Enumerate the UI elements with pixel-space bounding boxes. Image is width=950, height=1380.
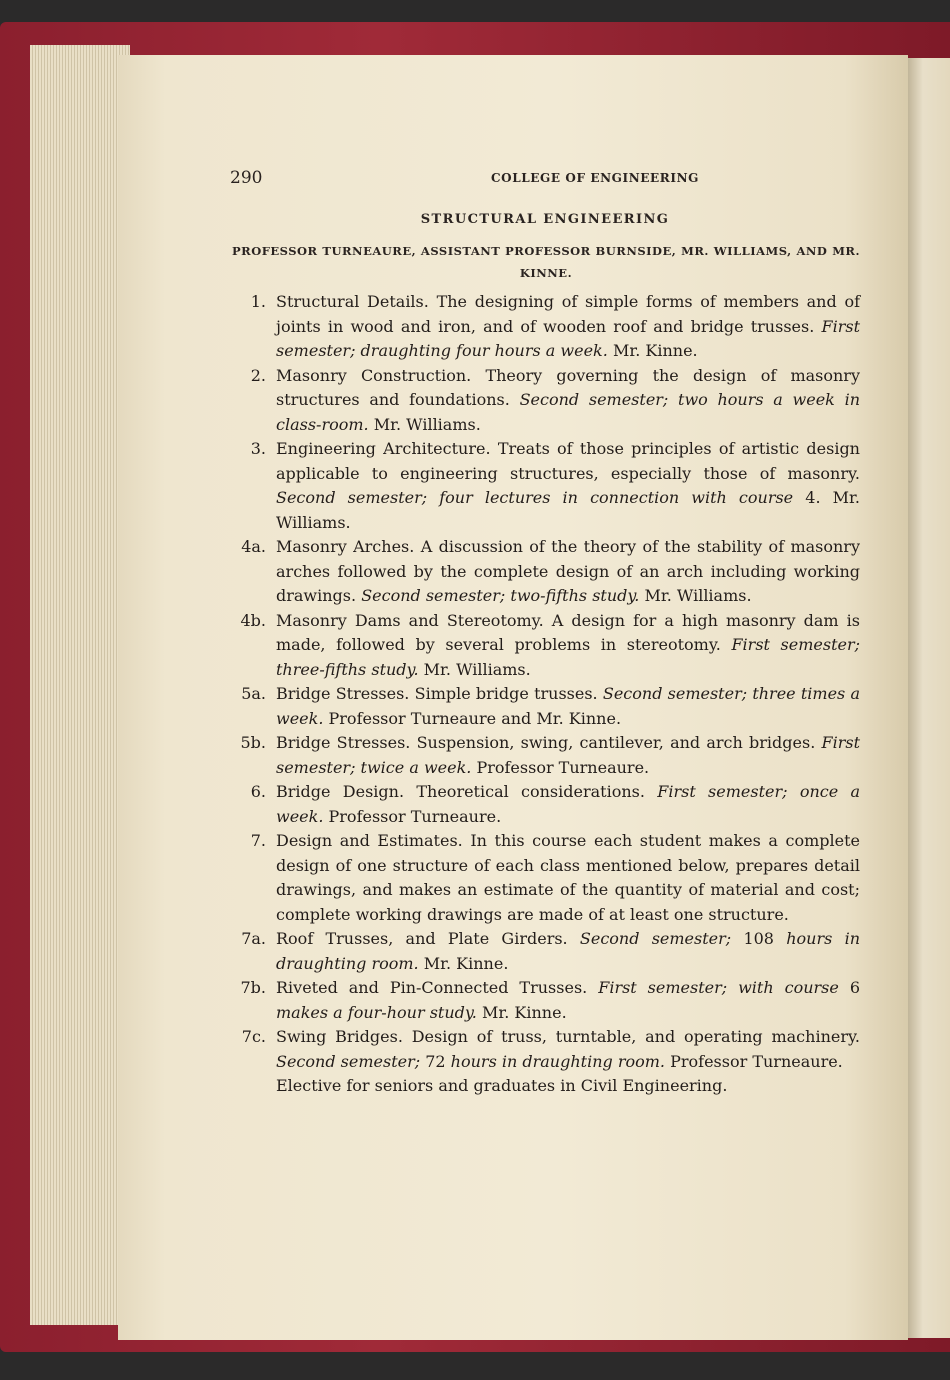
course-schedule: Second semester; four lectures in connection with course xyxy=(276,488,794,507)
elective-note: Elective for seniors and graduates in Civil Engineering. xyxy=(276,1076,728,1095)
course-description: Simple bridge trusses. xyxy=(414,684,598,703)
course-number: 5b. xyxy=(240,733,266,752)
course-description: Design of truss, turntable, and operating machinery. xyxy=(411,1027,860,1046)
page-edges xyxy=(30,45,130,1325)
course-title: Roof Trusses, and Plate Girders. xyxy=(276,929,568,948)
course-number: 2. xyxy=(250,365,266,385)
course-entry xyxy=(232,364,860,438)
course-entry xyxy=(232,829,860,927)
course-entry xyxy=(232,927,860,976)
course-instructor: Mr. Williams. xyxy=(644,586,752,605)
course-description: Theoretical considerations. xyxy=(416,782,645,801)
course-entry xyxy=(232,437,860,535)
course-entry xyxy=(232,290,860,364)
course-schedule: First semester; with course xyxy=(598,978,839,997)
page-header xyxy=(230,168,860,192)
course-entry xyxy=(232,780,860,829)
course-number: 7c. xyxy=(241,1027,266,1046)
facing-page-edge xyxy=(905,58,950,1338)
course-description: In this course each student makes a complete design of one structure of each class mentioned below, prepares detail drawings, and makes an estimate of the quantity of material and cost; complete working drawings are made of at least one structure. xyxy=(276,831,861,924)
course-instructor: Mr. Kinne. xyxy=(481,1002,567,1022)
section-title: STRUCTURAL ENGINEERING xyxy=(420,212,670,227)
course-number: 7a. xyxy=(241,929,266,948)
course-description: A discussion of the theory of the stability of masonry arches followed by the complete design of an arch including working drawings. xyxy=(276,537,860,605)
course-entry xyxy=(232,731,860,780)
course-title: Masonry Dams and Stereotomy. xyxy=(276,610,544,630)
course-instructor: Professor Turneaure. xyxy=(476,757,650,777)
course-title: Masonry Construction. xyxy=(276,365,472,385)
course-schedule-cont: hours in draughting room. xyxy=(276,929,861,973)
course-schedule-number: 72 xyxy=(425,1051,446,1071)
course-instructor: Professor Turneaure. xyxy=(670,1051,843,1071)
course-title: Design and Estimates. xyxy=(276,831,463,850)
course-schedule-cont: makes a four-hour study. xyxy=(276,1002,477,1022)
course-schedule: Second semester; three times a week. xyxy=(276,684,860,728)
course-title: Structural Details. xyxy=(276,292,429,311)
faculty-list: PROFESSOR TURNEAURE, ASSISTANT PROFESSOR BURNSIDE, MR. WILLIAMS, AND MR. KINNE. xyxy=(232,244,860,280)
course-schedule: First semester; draughting four hours a week. xyxy=(276,316,860,360)
course-schedule: Second semester; two hours a week in class-room. xyxy=(276,390,861,434)
course-schedule: Second semester; two-fifths study. xyxy=(361,586,640,605)
course-description: Treats of those principles of artistic design applicable to engineering structures, especially those of masonry. xyxy=(276,439,860,483)
course-number: 6. xyxy=(250,782,266,801)
course-number: 1. xyxy=(250,292,266,311)
course-description: Theory governing the design of masonry structures and foundations. xyxy=(276,365,860,409)
course-schedule-number: 4. xyxy=(805,488,821,507)
course-instructor: Professor Turneaure. xyxy=(328,806,502,826)
course-instructor: Mr. Williams. xyxy=(276,488,860,532)
course-number: 4b. xyxy=(240,610,266,630)
course-number: 7. xyxy=(250,831,266,850)
course-title: Bridge Stresses. xyxy=(276,684,410,703)
course-entry xyxy=(232,535,860,609)
course-entry xyxy=(232,682,860,731)
course-number: 5a. xyxy=(241,684,266,703)
course-description: A design for a high masonry dam is made, followed by several problems in stereotomy. xyxy=(276,610,861,654)
course-title: Swing Bridges. xyxy=(276,1027,403,1046)
course-list xyxy=(232,290,860,1099)
course-title: Engineering Architecture. xyxy=(276,439,491,458)
course-title: Masonry Arches. xyxy=(276,537,415,556)
course-schedule: First semester; three-fifths study. xyxy=(276,635,861,679)
page-number: 290 xyxy=(230,168,263,188)
course-schedule: Second semester; xyxy=(276,1051,421,1071)
course-schedule: First semester; twice a week. xyxy=(276,733,860,777)
course-title: Bridge Stresses. xyxy=(276,733,411,752)
course-instructor: Professor Turneaure and Mr. Kinne. xyxy=(328,708,622,728)
course-schedule-number: 108 xyxy=(743,929,774,948)
course-entry xyxy=(232,609,860,683)
course-schedule: First semester; once a week. xyxy=(276,782,861,826)
course-description: Suspension, swing, cantilever, and arch bridges. xyxy=(416,733,816,752)
course-entry xyxy=(232,976,860,1025)
course-entry xyxy=(232,1025,860,1074)
course-title: Riveted and Pin-Connected Trusses. xyxy=(276,978,588,997)
running-head: COLLEGE OF ENGINEERING xyxy=(491,171,699,185)
course-instructor: Mr. Williams. xyxy=(373,414,481,434)
course-instructor: Mr. Williams. xyxy=(423,659,531,679)
course-description: The designing of simple forms of members and of joints in wood and iron, and of wooden roof and bridge trusses. xyxy=(276,292,860,336)
course-schedule-cont: hours in draughting room. xyxy=(450,1051,665,1071)
course-schedule-number: 6 xyxy=(849,978,861,997)
course-instructor: Mr. Kinne. xyxy=(612,341,698,360)
course-number: 7b. xyxy=(240,978,266,997)
course-schedule: Second semester; xyxy=(579,929,732,948)
course-instructor: Mr. Kinne. xyxy=(423,953,509,973)
course-number: 3. xyxy=(250,439,266,458)
course-number: 4a. xyxy=(241,537,266,556)
course-title: Bridge Design. xyxy=(276,782,405,801)
